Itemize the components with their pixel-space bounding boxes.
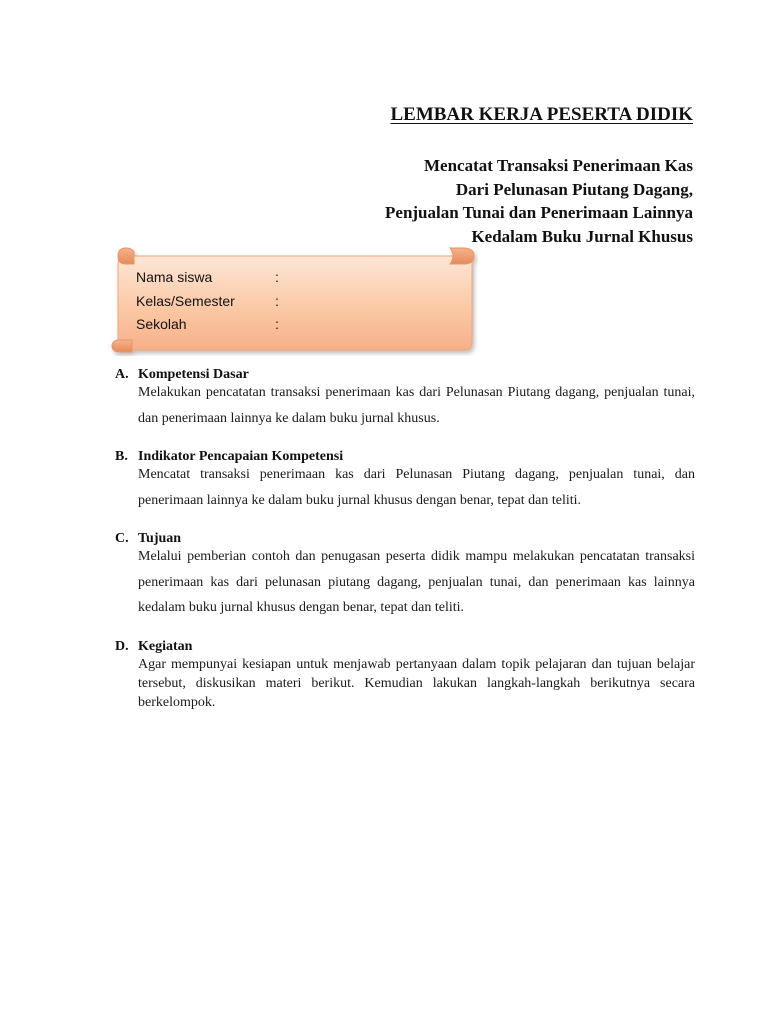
section-letter: C.: [115, 531, 129, 546]
section-body: Agar mempunyai kesiapan untuk menjawab pertanyaan dalam topik pelajaran dan tujuan belajar tersebut, diskusikan materi berikut. Kemudian lakukan langkah-langkah berikutnya secara berkelompok.: [138, 656, 695, 710]
section-body: Mencatat transaksi penerimaan kas dari Pelunasan Piutang dagang, penjualan tunai, dan penerimaan lainnya ke dalam buku jurnal khusus dengan benar, tepat dan teliti.: [138, 467, 695, 508]
section-kegiatan: [115, 638, 695, 712]
section-title: Indikator Pencapaian Kompetensi: [138, 449, 344, 464]
section-letter: B.: [115, 449, 128, 464]
section-tujuan: [115, 530, 695, 621]
field-sekolah: [136, 313, 287, 337]
section-letter: D.: [115, 638, 129, 654]
section-title: Kompetensi Dasar: [138, 367, 249, 382]
section-heading: [115, 638, 695, 655]
field-colon: :: [275, 292, 279, 309]
section-body: Melakukan pencatatan transaksi penerimaan kas dari Pelunasan Piutang dagang, penjualan tunai, dan penerimaan lainnya ke dalam buku jurnal khusus.: [138, 385, 695, 426]
worksheet-sections: [115, 366, 695, 729]
subtitle-line: Dari Pelunasan Piutang Dagang,: [455, 179, 693, 199]
field-colon: :: [275, 316, 279, 332]
field-colon: :: [275, 269, 279, 285]
worksheet-subtitle: [385, 154, 693, 248]
subtitle-line: Penjualan Tunai dan Penerimaan Lainnya: [385, 203, 693, 222]
student-identity-fields: [136, 266, 287, 337]
field-kelas-semester: [136, 290, 287, 314]
field-label: Kelas/Semester: [136, 292, 235, 309]
field-label: Sekolah: [136, 316, 187, 332]
section-indikator: [115, 448, 695, 513]
section-title: Kegiatan: [138, 638, 193, 654]
subtitle-line: Kedalam Buku Jurnal Khusus: [471, 226, 693, 246]
field-label: Nama siswa: [136, 269, 213, 285]
page-title: LEMBAR KERJA PESERTA DIDIK: [390, 104, 693, 125]
section-body: Melalui pemberian contoh dan penugasan peserta didik mampu melakukan pencatatan transaksi penerimaan kas dari pelunasan piutang dagang, penjualan tunai, dan penerimaan kas lainnya kedalam buku jurnal khusus dengan benar, tepat dan teliti.: [138, 549, 695, 615]
field-nama-siswa: [136, 266, 287, 290]
section-letter: A.: [115, 367, 129, 382]
subtitle-line: Mencatat Transaksi Penerimaan Kas: [424, 156, 693, 175]
section-title: Tujuan: [138, 531, 182, 546]
section-kompetensi-dasar: [115, 366, 695, 431]
